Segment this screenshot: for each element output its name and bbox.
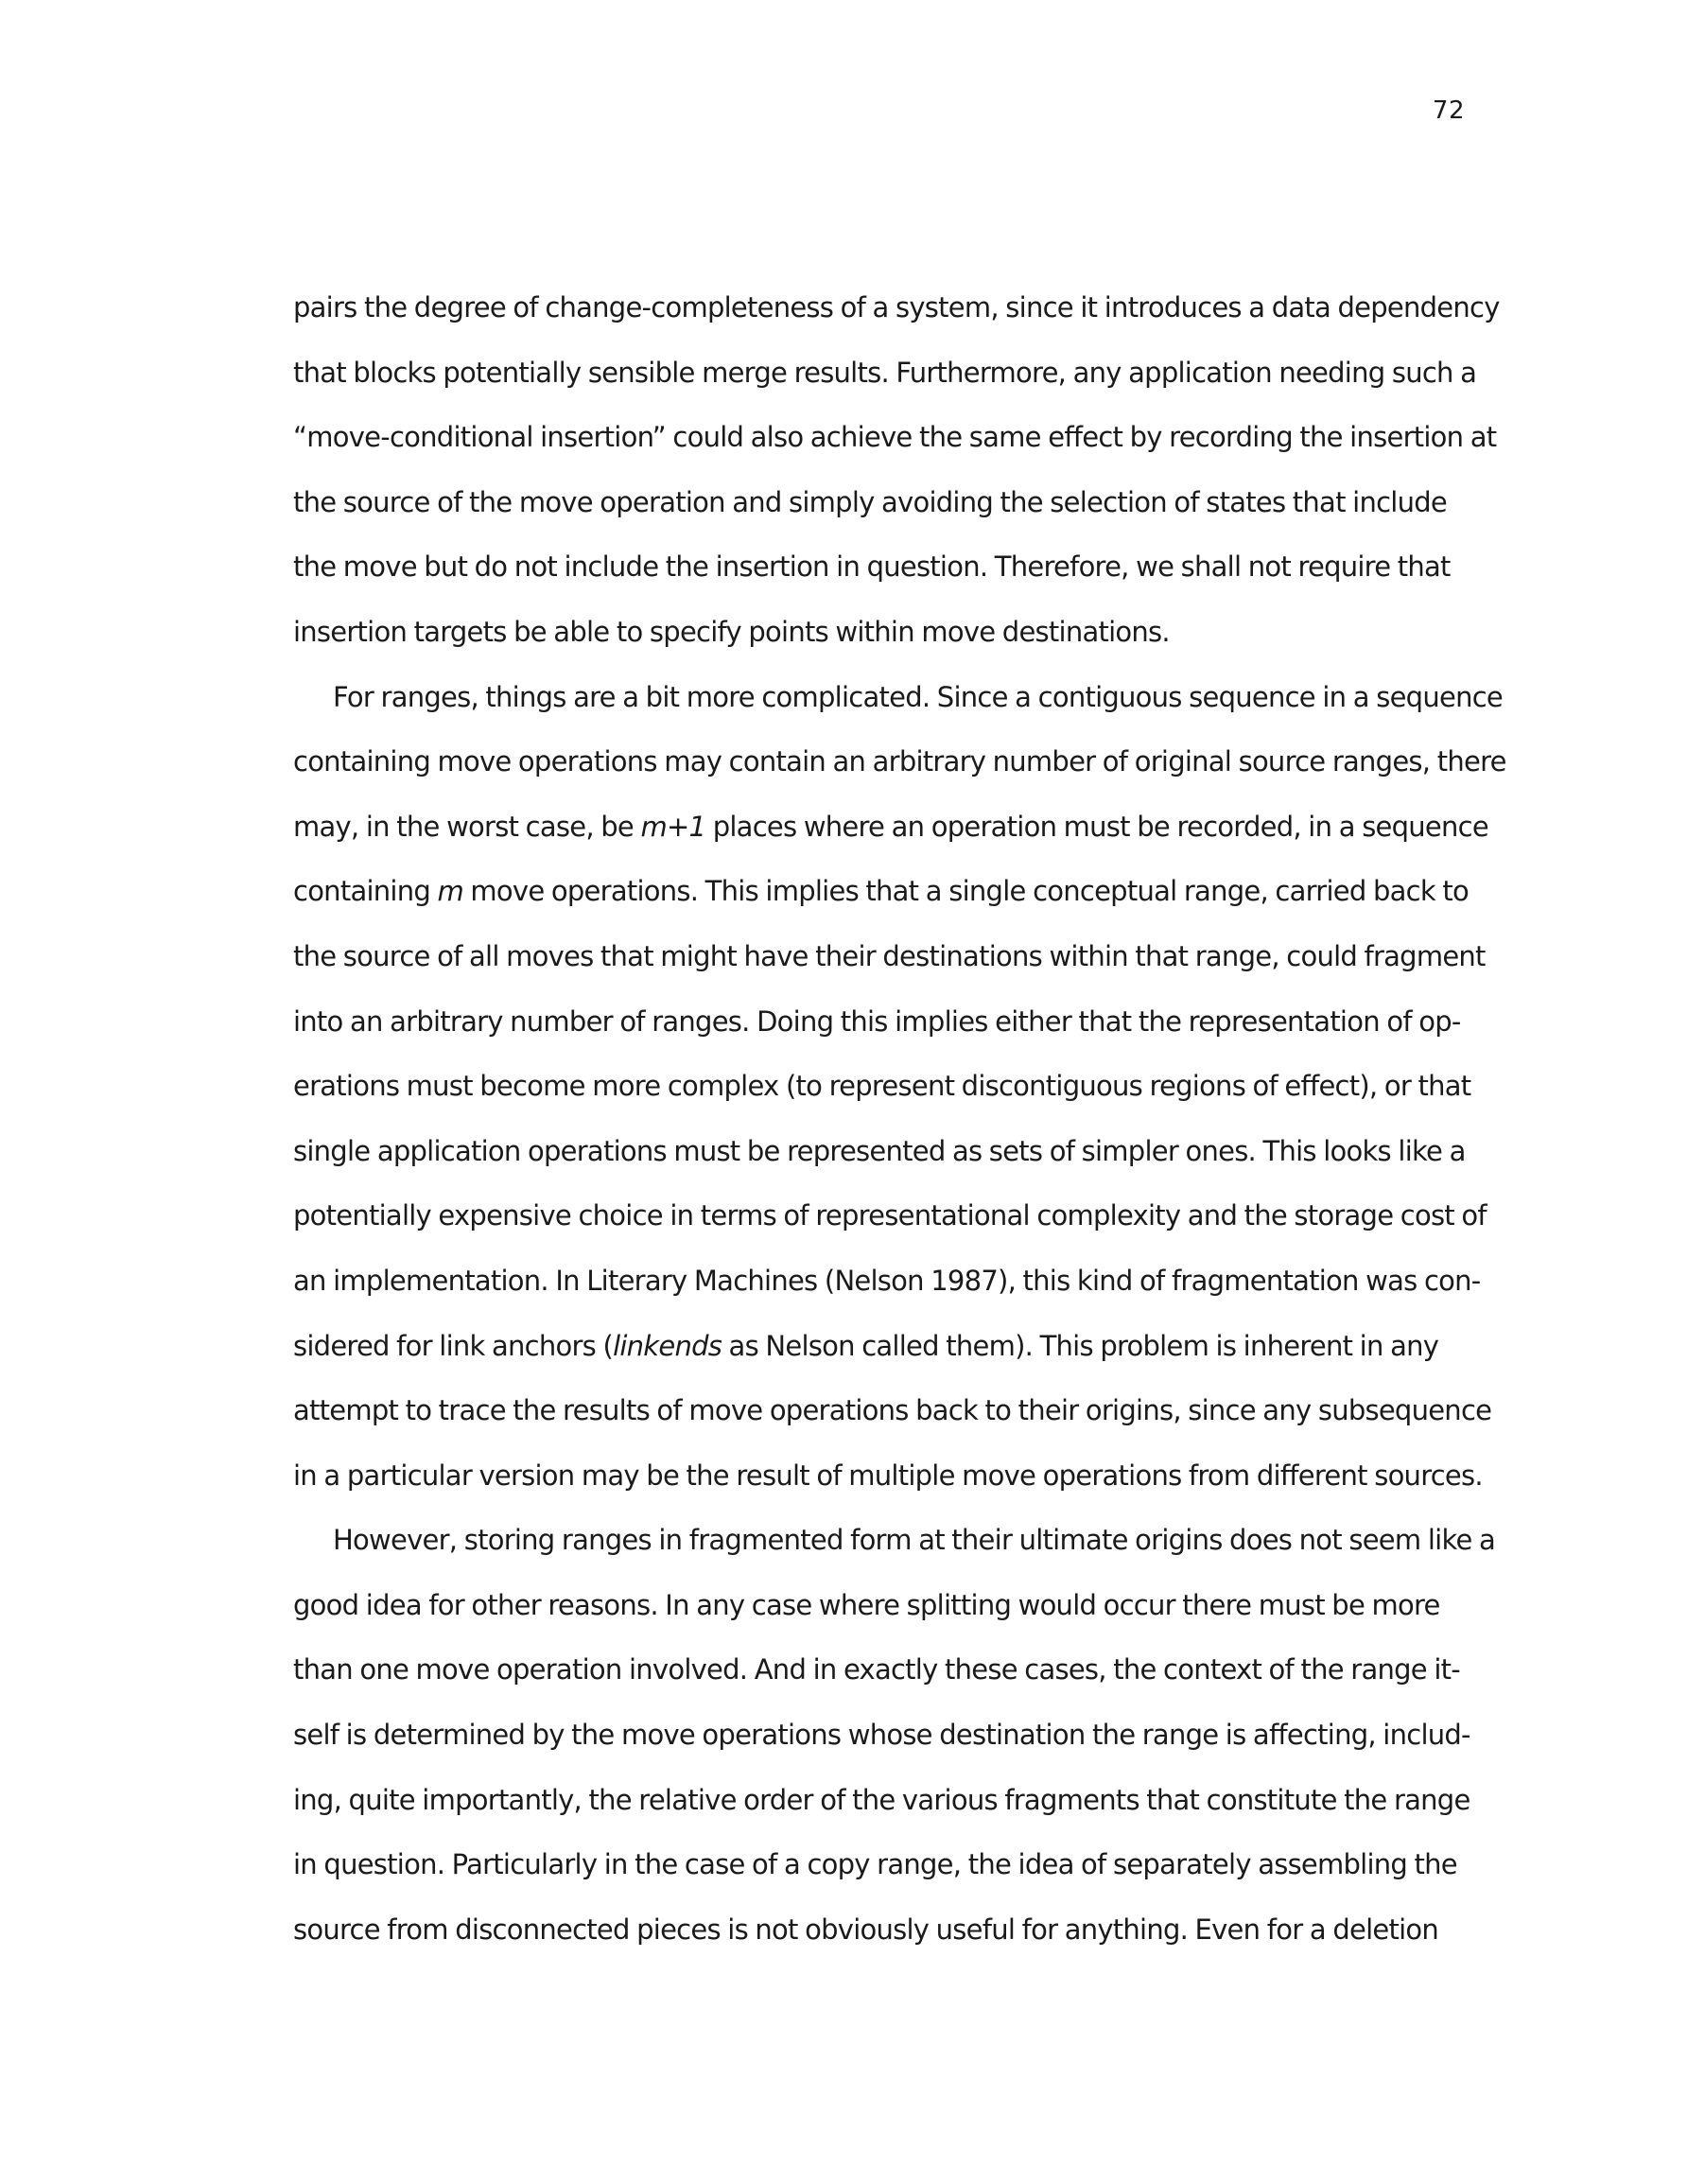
text-line: the source of the move operation and simply avoiding the selection of states that include (293, 485, 1447, 518)
italic-term: m+1 (640, 810, 706, 843)
text-line: than one move operation involved. And in exactly these cases, the context of the range it- (293, 1653, 1460, 1686)
text-line: into an arbitrary number of ranges. Doing this implies either that the representation of op- (293, 1005, 1461, 1038)
text-line: erations must become more complex (to represent discontiguous regions of effect), or that (293, 1070, 1471, 1103)
text-line: good idea for other reasons. In any case where splitting would occur there must be more (293, 1588, 1440, 1621)
italic-term: m (437, 875, 463, 908)
paragraph-start-line: However, storing ranges in fragmented form at their ultimate origins does not seem like a (333, 1524, 1496, 1557)
text-line: sidered for link anchors (linkends as Nelson called them). This problem is inherent in any (293, 1329, 1439, 1362)
paragraph-start-line: For ranges, things are a bit more complicated. Since a contiguous sequence in a sequence (333, 680, 1503, 713)
text-line: pairs the degree of change-completeness of a system, since it introduces a data dependency (293, 291, 1500, 323)
text-line: the move but do not include the insertion in question. Therefore, we shall not require that (293, 550, 1451, 584)
text-line: containing m move operations. This implies that a single conceptual range, carried back to (293, 875, 1469, 908)
body-text (293, 284, 1506, 1970)
text-line: potentially expensive choice in terms of representational complexity and the storage cost of (293, 1199, 1487, 1232)
text-line: containing move operations may contain an arbitrary number of original source ranges, there (293, 745, 1506, 778)
text-line: insertion targets be able to specify points within move destinations. (293, 615, 1170, 648)
text-line: attempt to trace the results of move operations back to their origins, since any subsequence (293, 1394, 1492, 1427)
italic-term: linkends (613, 1329, 722, 1362)
text-line: the source of all moves that might have their destinations within that range, could fragment (293, 939, 1486, 972)
text-line: that blocks potentially sensible merge results. Furthermore, any application needing such a (293, 356, 1477, 389)
text-line: an implementation. In Literary Machines (Nelson 1987), this kind of fragmentation was con- (293, 1264, 1481, 1297)
text-line: “move-conditional insertion” could also achieve the same effect by recording the insertion at (293, 421, 1497, 454)
text-line: in a particular version may be the result of multiple move operations from different sources. (293, 1459, 1483, 1492)
text-line: in question. Particularly in the case of a copy range, the idea of separately assembling the (293, 1848, 1457, 1881)
text-line: ing, quite importantly, the relative order of the various fragments that constitute the range (293, 1783, 1470, 1816)
page-number: 72 (1432, 96, 1465, 125)
text-line: single application operations must be represented as sets of simpler ones. This looks like a (293, 1134, 1466, 1167)
text-line: may, in the worst case, be m+1 places where an operation must be recorded, in a sequence (293, 810, 1488, 843)
text-line: source from disconnected pieces is not obviously useful for anything. Even for a deletion (293, 1913, 1439, 1946)
text-line: self is determined by the move operations whose destination the range is affecting, includ- (293, 1719, 1470, 1752)
